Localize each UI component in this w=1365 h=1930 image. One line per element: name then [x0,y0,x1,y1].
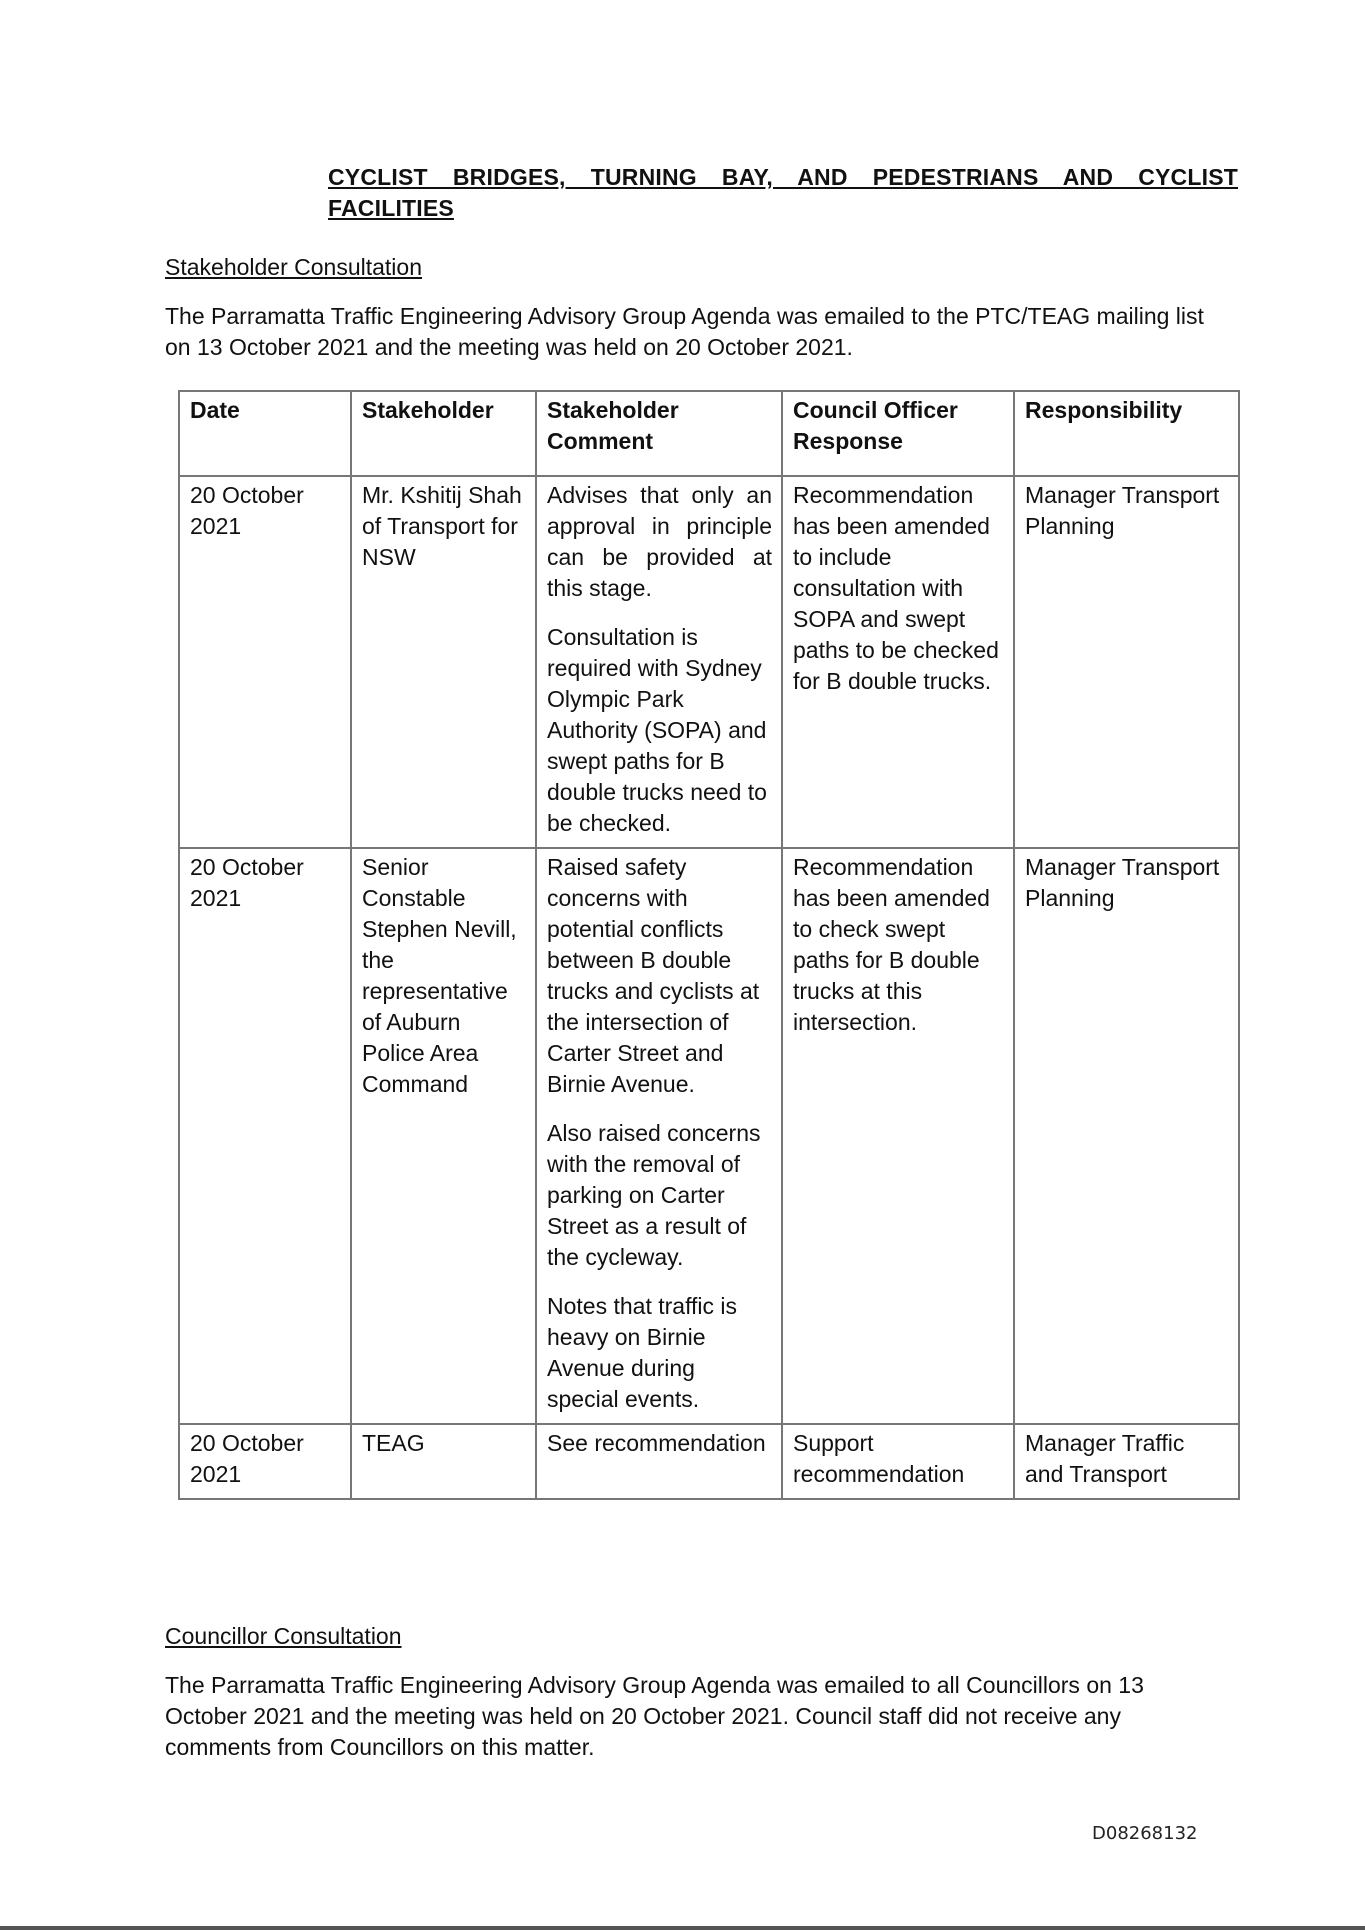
table-header-row [179,391,1239,476]
header-stakeholder-comment: Stakeholder Comment [536,391,782,476]
comment-paragraph: Notes that traffic is heavy on Birnie Avenue during special events. [547,1293,738,1412]
stakeholder-consultation-paragraph: The Parramatta Traffic Engineering Advisory Group Agenda was emailed to the PTC/TEAG mailing list on 13 October 2021 and the meeting was held on 20 October 2021. [165,303,1204,360]
table-row [179,476,1239,848]
cell-stakeholder-comment [536,476,782,848]
cell-responsibility: Manager Transport Planning [1014,848,1239,1424]
cell-stakeholder: Senior Constable Stephen Nevill, the representative of Auburn Police Area Command [351,848,536,1424]
cell-council-officer-response: Support recommendation [782,1424,1014,1499]
cell-stakeholder-comment [536,848,782,1424]
stakeholder-consultation-heading: Stakeholder Consultation [165,254,422,280]
cell-stakeholder: Mr. Kshitij Shah of Transport for NSW [351,476,536,848]
councillor-consultation-heading: Councillor Consultation [165,1623,402,1649]
comment-paragraph: Advises that only an approval in principle can be provided at this stage. [547,482,772,601]
document-title: CYCLIST BRIDGES, TURNING BAY, AND PEDESTRIANS AND CYCLIST FACILITIES [328,164,1238,221]
cell-date: 20 October 2021 [179,848,351,1424]
councillor-consultation-paragraph: The Parramatta Traffic Engineering Advisory Group Agenda was emailed to all Councillors on 13 October 2021 and the meeting was held on 20 October 2021. Council staff did not receive any comments from Councillors on this matter. [165,1672,1144,1760]
stakeholder-consultation-table [178,390,1240,1500]
table-row [179,1424,1239,1499]
comment-paragraph: Raised safety concerns with potential conflicts between B double trucks and cyclists at the intersection of Carter Street and Birnie Avenue. [547,854,760,1097]
comment-paragraph: Also raised concerns with the removal of parking on Carter Street as a result of the cycleway. [547,1120,761,1270]
header-council-officer-response: Council Officer Response [782,391,1014,476]
cell-council-officer-response: Recommendation has been amended to check swept paths for B double trucks at this intersection. [782,848,1014,1424]
cell-council-officer-response: Recommendation has been amended to include consultation with SOPA and swept paths to be checked for B double trucks. [782,476,1014,848]
cell-responsibility: Manager Transport Planning [1014,476,1239,848]
cell-date: 20 October 2021 [179,1424,351,1499]
cell-stakeholder-comment [536,1424,782,1499]
document-reference-number: D08268132 [1092,1823,1198,1844]
comment-paragraph: Consultation is required with Sydney Olympic Park Authority (SOPA) and swept paths for B double trucks need to be checked. [547,624,767,836]
cell-date: 20 October 2021 [179,476,351,848]
page-bottom-divider [0,1926,1365,1930]
header-date: Date [179,391,351,476]
comment-paragraph: See recommendation [547,1430,766,1456]
header-stakeholder: Stakeholder [351,391,536,476]
header-responsibility: Responsibility [1014,391,1239,476]
table-row [179,848,1239,1424]
cell-stakeholder: TEAG [351,1424,536,1499]
cell-responsibility: Manager Traffic and Transport [1014,1424,1239,1499]
